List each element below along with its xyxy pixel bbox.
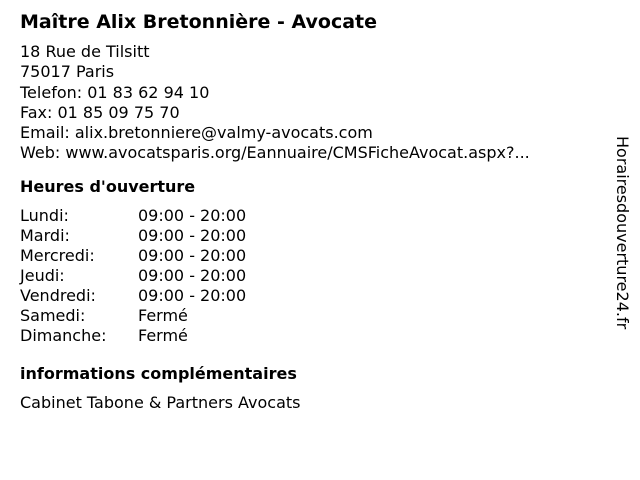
site-watermark: Horairesdouverture24.fr bbox=[613, 136, 632, 330]
day-label: Jeudi: bbox=[20, 266, 65, 286]
city-line: 75017 Paris bbox=[20, 62, 115, 82]
street-address: 18 Rue de Tilsitt bbox=[20, 42, 150, 61]
web-line[interactable]: Web: www.avocatsparis.org/Eannuaire/CMSFicheAvocat.aspx?... bbox=[20, 143, 530, 163]
phone-line[interactable]: Telefon: 01 83 62 94 10 bbox=[20, 82, 210, 102]
hours-row-wednesday bbox=[20, 246, 600, 266]
opening-hours-heading: Heures d'ouverture bbox=[20, 176, 196, 196]
hours-row-saturday bbox=[20, 306, 600, 326]
day-label: Dimanche: bbox=[20, 326, 107, 346]
day-hours: 09:00 - 20:00 bbox=[138, 286, 247, 306]
hours-row-sunday bbox=[20, 326, 600, 346]
email-line[interactable]: Email: alix.bretonniere@valmy-avocats.com bbox=[20, 123, 373, 143]
fax-line: Fax: 01 85 09 75 70 bbox=[20, 102, 180, 122]
business-card bbox=[20, 10, 600, 413]
contact-block bbox=[20, 42, 600, 164]
day-label: Lundi: bbox=[20, 205, 69, 225]
day-label: Mercredi: bbox=[20, 245, 95, 265]
hours-row-monday bbox=[20, 206, 600, 226]
day-hours: 09:00 - 20:00 bbox=[138, 266, 247, 286]
day-label: Vendredi: bbox=[20, 286, 96, 306]
hours-row-friday bbox=[20, 286, 600, 306]
day-hours: 09:00 - 20:00 bbox=[138, 225, 247, 245]
day-hours: Fermé bbox=[138, 326, 188, 346]
additional-info-text: Cabinet Tabone & Partners Avocats bbox=[20, 393, 301, 413]
page-title: Maître Alix Bretonnière - Avocate bbox=[20, 11, 378, 33]
day-hours: 09:00 - 20:00 bbox=[138, 245, 247, 265]
opening-hours-table bbox=[20, 206, 600, 347]
day-label: Mardi: bbox=[20, 225, 70, 245]
hours-row-thursday bbox=[20, 266, 600, 286]
day-label: Samedi: bbox=[20, 306, 86, 326]
day-hours: 09:00 - 20:00 bbox=[138, 205, 247, 225]
additional-info-heading: informations complémentaires bbox=[20, 364, 297, 384]
hours-row-tuesday bbox=[20, 226, 600, 246]
day-hours: Fermé bbox=[138, 306, 188, 326]
